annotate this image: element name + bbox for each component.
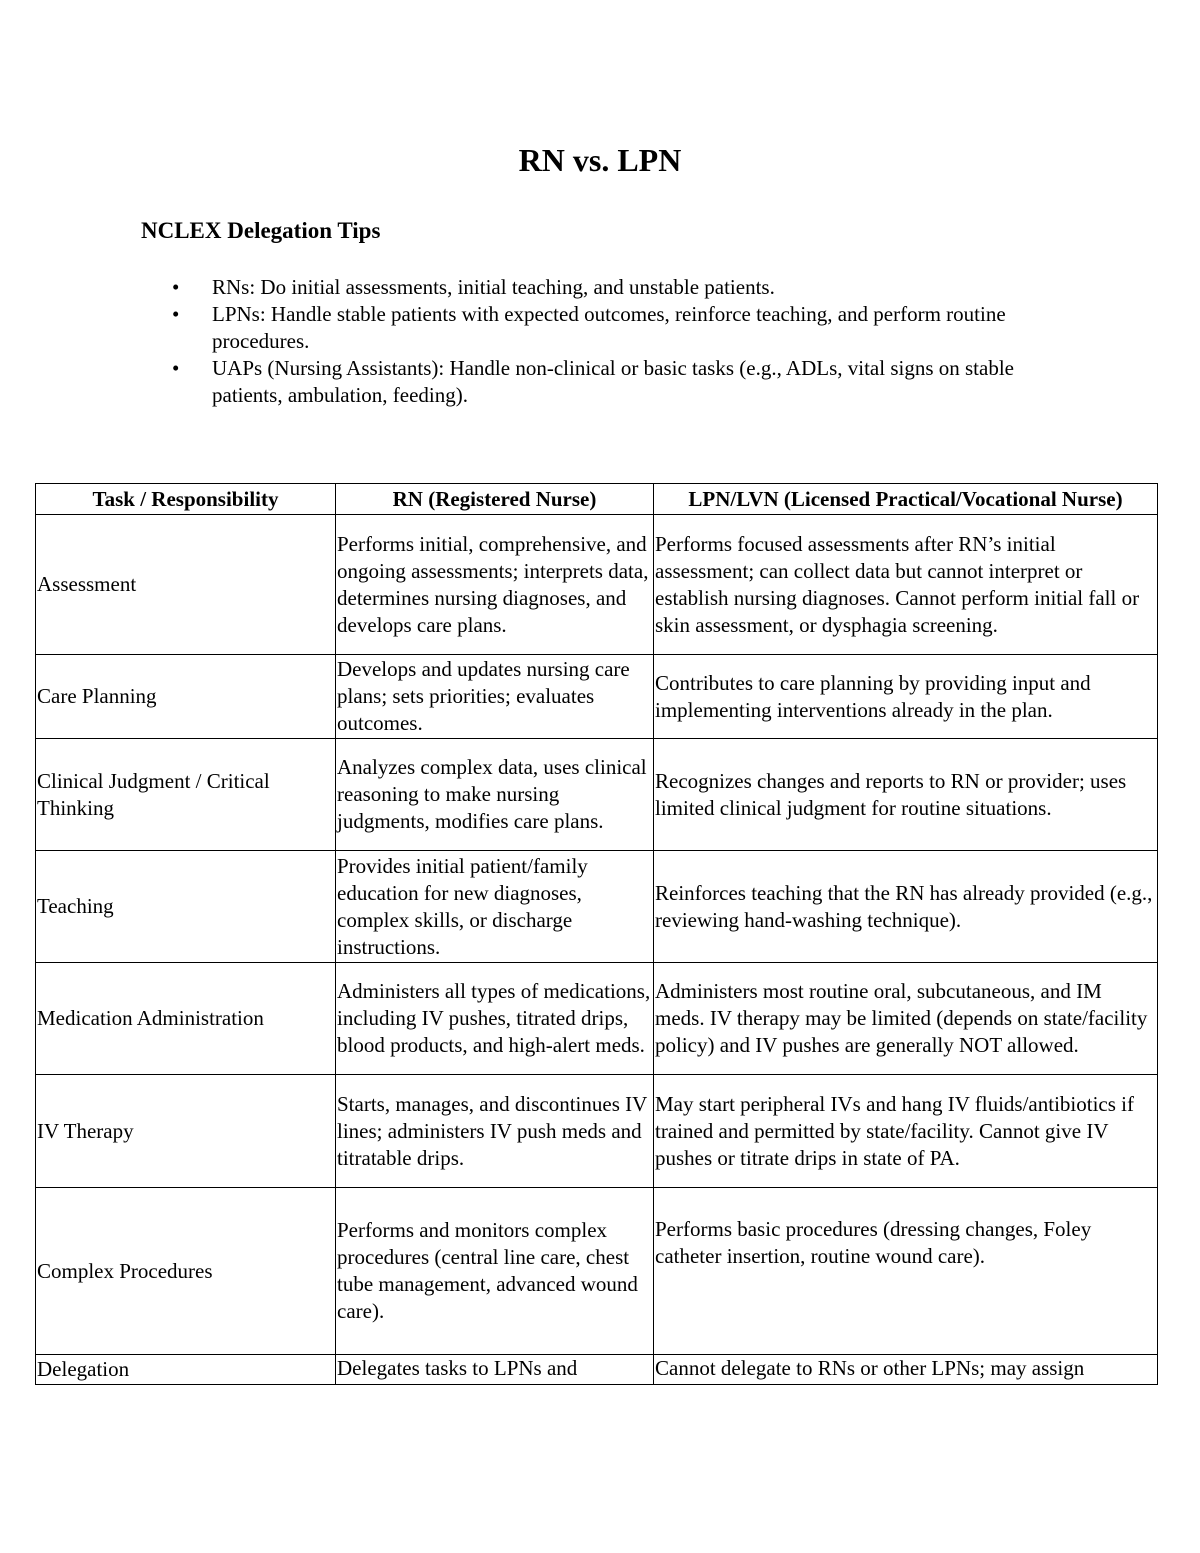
column-header-task: Task / Responsibility <box>36 484 336 515</box>
list-item <box>172 355 1072 409</box>
list-item <box>172 301 1072 355</box>
table-row <box>36 739 1158 851</box>
task-cell: Medication Administration <box>36 963 336 1075</box>
tip-text: RNs: Do initial assessments, initial teaching, and unstable patients. <box>212 275 775 299</box>
bullet-icon: • <box>172 275 180 299</box>
task-cell: Clinical Judgment / Critical Thinking <box>36 739 336 851</box>
section-heading: NCLEX Delegation Tips <box>141 218 381 243</box>
task-cell: Delegation <box>36 1355 336 1385</box>
task-cell: Teaching <box>36 851 336 963</box>
column-header-lpn: LPN/LVN (Licensed Practical/Vocational Nurse) <box>654 484 1158 515</box>
tip-text: LPNs: Handle stable patients with expected outcomes, reinforce teaching, and perform routine procedures. <box>212 302 1006 353</box>
rn-cell: Delegates tasks to LPNs and <box>336 1355 654 1385</box>
lpn-cell: Administers most routine oral, subcutaneous, and IM meds. IV therapy may be limited (depends on state/facility policy) and IV pushes are generally NOT allowed. <box>654 963 1158 1075</box>
table-row <box>36 1075 1158 1188</box>
lpn-cell: Performs basic procedures (dressing changes, Foley catheter insertion, routine wound care). <box>654 1188 1158 1355</box>
task-cell: IV Therapy <box>36 1075 336 1188</box>
comparison-table <box>35 483 1158 1385</box>
tips-list <box>172 274 1072 409</box>
lpn-cell: Recognizes changes and reports to RN or provider; uses limited clinical judgment for routine situations. <box>654 739 1158 851</box>
list-item <box>172 274 1072 301</box>
column-header-rn: RN (Registered Nurse) <box>336 484 654 515</box>
tip-text: UAPs (Nursing Assistants): Handle non-clinical or basic tasks (e.g., ADLs, vital signs on stable patients, ambulation, feeding). <box>212 356 1014 407</box>
table-header-row <box>36 484 1158 515</box>
lpn-cell: Performs focused assessments after RN’s initial assessment; can collect data but cannot interpret or establish nursing diagnoses. Cannot perform initial fall or skin assessment, or dysphagia screening. <box>654 515 1158 655</box>
table-row <box>36 963 1158 1075</box>
table-row <box>36 1355 1158 1385</box>
rn-cell: Starts, manages, and discontinues IV lines; administers IV push meds and titratable drips. <box>336 1075 654 1188</box>
rn-cell: Analyzes complex data, uses clinical reasoning to make nursing judgments, modifies care plans. <box>336 739 654 851</box>
lpn-cell: May start peripheral IVs and hang IV fluids/antibiotics if trained and permitted by state/facility. Cannot give IV pushes or titrate drips in state of PA. <box>654 1075 1158 1188</box>
table-row <box>36 851 1158 963</box>
lpn-cell: Contributes to care planning by providing input and implementing interventions already in the plan. <box>654 655 1158 739</box>
table-row <box>36 1188 1158 1355</box>
page-title: RN vs. LPN <box>518 142 682 178</box>
rn-cell: Provides initial patient/family education for new diagnoses, complex skills, or discharge instructions. <box>336 851 654 963</box>
rn-cell: Performs and monitors complex procedures (central line care, chest tube management, advanced wound care). <box>336 1188 654 1355</box>
task-cell: Complex Procedures <box>36 1188 336 1355</box>
rn-cell: Administers all types of medications, including IV pushes, titrated drips, blood products, and high-alert meds. <box>336 963 654 1075</box>
lpn-cell: Reinforces teaching that the RN has already provided (e.g., reviewing hand-washing technique). <box>654 851 1158 963</box>
task-cell: Care Planning <box>36 655 336 739</box>
table-row <box>36 655 1158 739</box>
table-row <box>36 515 1158 655</box>
bullet-icon: • <box>172 356 180 380</box>
bullet-icon: • <box>172 302 180 326</box>
rn-cell: Develops and updates nursing care plans; sets priorities; evaluates outcomes. <box>336 655 654 739</box>
rn-cell: Performs initial, comprehensive, and ongoing assessments; interprets data, determines nursing diagnoses, and develops care plans. <box>336 515 654 655</box>
task-cell: Assessment <box>36 515 336 655</box>
lpn-cell: Cannot delegate to RNs or other LPNs; may assign <box>654 1355 1158 1385</box>
